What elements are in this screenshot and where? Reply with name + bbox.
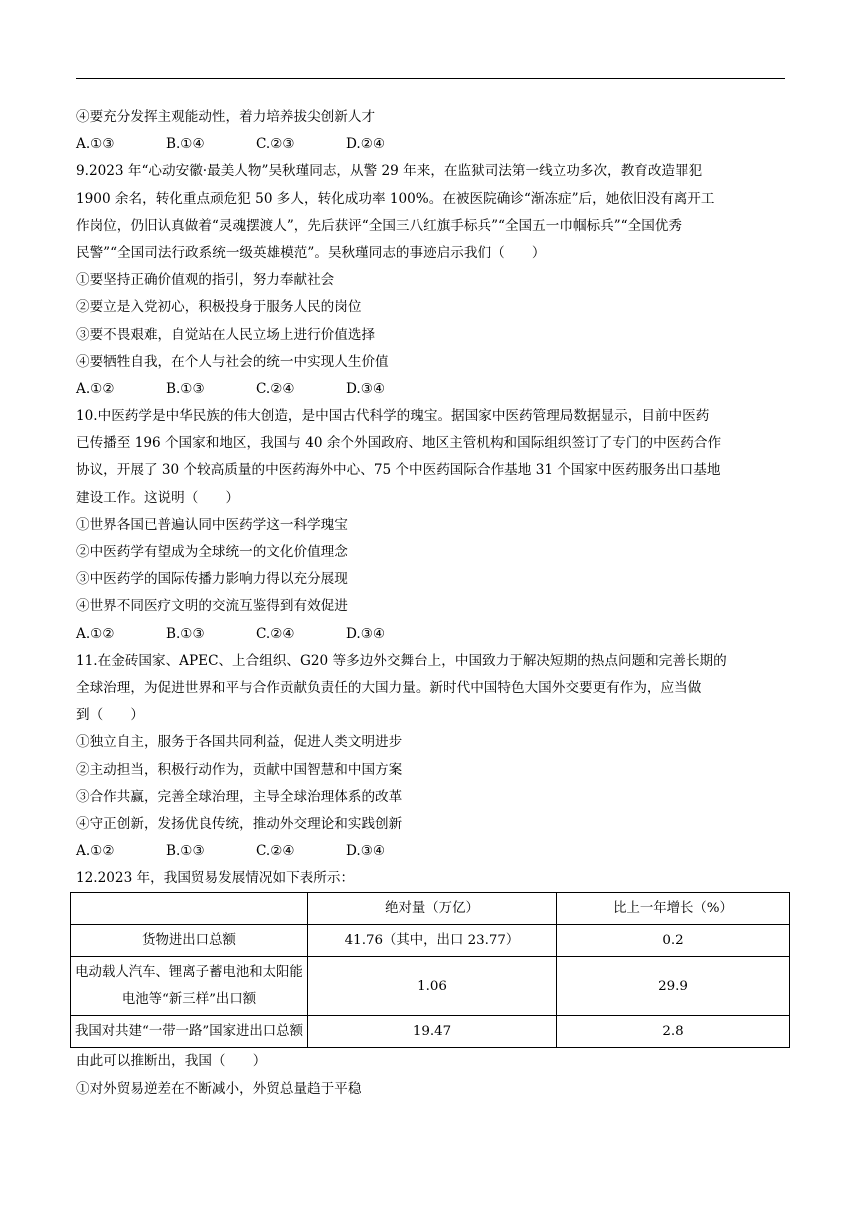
table-cell: 19.47 xyxy=(308,1016,557,1048)
q9-item-1: ①要坚持正确价值观的指引，努力奉献社会 xyxy=(76,272,335,289)
q10-stem-line-1: 10.中医药学是中华民族的伟大创造，是中国古代科学的瑰宝。据国家中医药管理局数据显示，目前中医药 xyxy=(76,408,710,425)
q9-item-2: ②要立是入党初心，积极投身于服务人民的岗位 xyxy=(76,299,362,316)
q9-option-a: A.①② xyxy=(76,380,115,397)
trade-table xyxy=(70,892,790,1048)
table-cell: 41.76（其中，出口 23.77） xyxy=(308,925,557,957)
q10-options xyxy=(76,621,788,648)
table-row xyxy=(71,925,790,957)
q11-item-1: ①独立自主，服务于各国共同利益，促进人类文明进步 xyxy=(76,734,403,751)
q9-stem-line-3: 作岗位，仍旧认真做着“灵魂摆渡人”，先后获评“全国三八红旗手标兵”“全国五一巾帼标兵”“全国优秀 xyxy=(76,217,682,234)
q11-option-a: A.①② xyxy=(76,843,115,860)
table-row xyxy=(71,1016,790,1048)
table-cell: 货物进出口总额 xyxy=(71,925,308,957)
q11-item-3: ③合作共赢，完善全球治理，主导全球治理体系的改革 xyxy=(76,788,403,805)
q11-item-4: ④守正创新，发扬优良传统，推动外交理论和实践创新 xyxy=(76,815,403,832)
q9-option-b: B.①③ xyxy=(166,380,205,397)
table-cell: 2.8 xyxy=(557,1016,790,1048)
table-cell: 我国对共建“一带一路”国家进出口总额 xyxy=(71,1016,308,1048)
q11-stem-line-1: 11.在金砖国家、APEC、上合组织、G20 等多边外交舞台上，中国致力于解决短期的热点问题和完善长期的 xyxy=(76,652,727,669)
q9-stem-line-1: 9.2023 年“心动安徽·最美人物”吴秋瑾同志，从警 29 年来，在监狱司法第一线立功多次，教育改造罪犯 xyxy=(76,163,703,180)
q10-stem-line-2: 已传播至 196 个国家和地区，我国与 40 余个外国政府、地区主管机构和国际组织签订了专门的中医药合作 xyxy=(76,435,722,452)
q12-followup: 由此可以推断出，我国（ ） xyxy=(76,1053,267,1070)
q8-options xyxy=(76,131,788,158)
q10-option-a: A.①② xyxy=(76,625,115,642)
q9-options xyxy=(76,376,788,403)
q10-option-b: B.①③ xyxy=(166,625,205,642)
table-header-cell: 绝对量（万亿） xyxy=(308,893,557,925)
q8-option-a: A.①③ xyxy=(76,136,115,153)
q8-option-c: C.②③ xyxy=(256,136,295,153)
q11-item-2: ②主动担当，积极行动作为，贡献中国智慧和中国方案 xyxy=(76,761,403,778)
table-header-cell: 比上一年增长（%） xyxy=(557,893,790,925)
q11-stem-line-2: 全球治理，为促进世界和平与合作贡献负责任的大国力量。新时代中国特色大国外交要更有作为，应当做 xyxy=(76,679,702,696)
q11-options xyxy=(76,838,788,865)
table-header-row xyxy=(71,893,790,925)
table-cell: 0.2 xyxy=(557,925,790,957)
q11-option-b: B.①③ xyxy=(166,843,205,860)
q11-stem-line-3: 到（ ） xyxy=(76,707,144,724)
q12-stem: 12.2023 年，我国贸易发展情况如下表所示： xyxy=(76,870,355,887)
table-cell: 29.9 xyxy=(557,957,790,1016)
q10-item-3: ③中医药学的国际传播力影响力得以充分展现 xyxy=(76,571,348,588)
q10-stem-line-4: 建设工作。这说明（ ） xyxy=(76,489,240,506)
q11-option-c: C.②④ xyxy=(256,843,295,860)
q9-item-3: ③要不畏艰难，自觉站在人民立场上进行价值选择 xyxy=(76,326,376,343)
table-cell: 1.06 xyxy=(308,957,557,1016)
table-cell: 电动载人汽车、锂离子蓄电池和太阳能电池等“新三样”出口额 xyxy=(71,957,308,1016)
q10-item-4: ④世界不同医疗文明的交流互鉴得到有效促进 xyxy=(76,598,348,615)
q9-option-d: D.③④ xyxy=(346,380,386,397)
q12-item-1: ①对外贸易逆差在不断减小，外贸总量趋于平稳 xyxy=(76,1080,362,1097)
q9-option-c: C.②④ xyxy=(256,380,295,397)
q9-stem-line-2: 1900 余名，转化重点顽危犯 50 多人，转化成功率 100%。在被医院确诊“渐冻症”后，她依旧没有离开工 xyxy=(76,190,715,207)
q9-item-4: ④要牺牲自我，在个人与社会的统一中实现人生价值 xyxy=(76,353,389,370)
q11-option-d: D.③④ xyxy=(346,843,386,860)
q8-item-4: ④要充分发挥主观能动性，着力培养拔尖创新人才 xyxy=(76,109,376,125)
q10-option-c: C.②④ xyxy=(256,625,295,642)
table-row xyxy=(71,957,790,1016)
q8-option-b: B.①④ xyxy=(166,136,205,153)
q9-stem-line-4: 民警”“全国司法行政系统一级英雄模范”。吴秋瑾同志的事迹启示我们（ ） xyxy=(76,244,546,261)
table-header-cell xyxy=(71,893,308,925)
q10-stem-line-3: 协议，开展了 30 个较高质量的中医药海外中心、75 个中医药国际合作基地 31 个国家中医药服务出口基地 xyxy=(76,462,721,479)
q10-item-2: ②中医药学有望成为全球统一的文化价值理念 xyxy=(76,544,348,560)
q10-item-1: ①世界各国已普遍认同中医药学这一科学瑰宝 xyxy=(76,516,348,533)
document-page xyxy=(76,104,788,1103)
q8-option-d: D.②④ xyxy=(346,136,386,153)
header-rule xyxy=(76,78,785,79)
q10-option-d: D.③④ xyxy=(346,625,386,642)
